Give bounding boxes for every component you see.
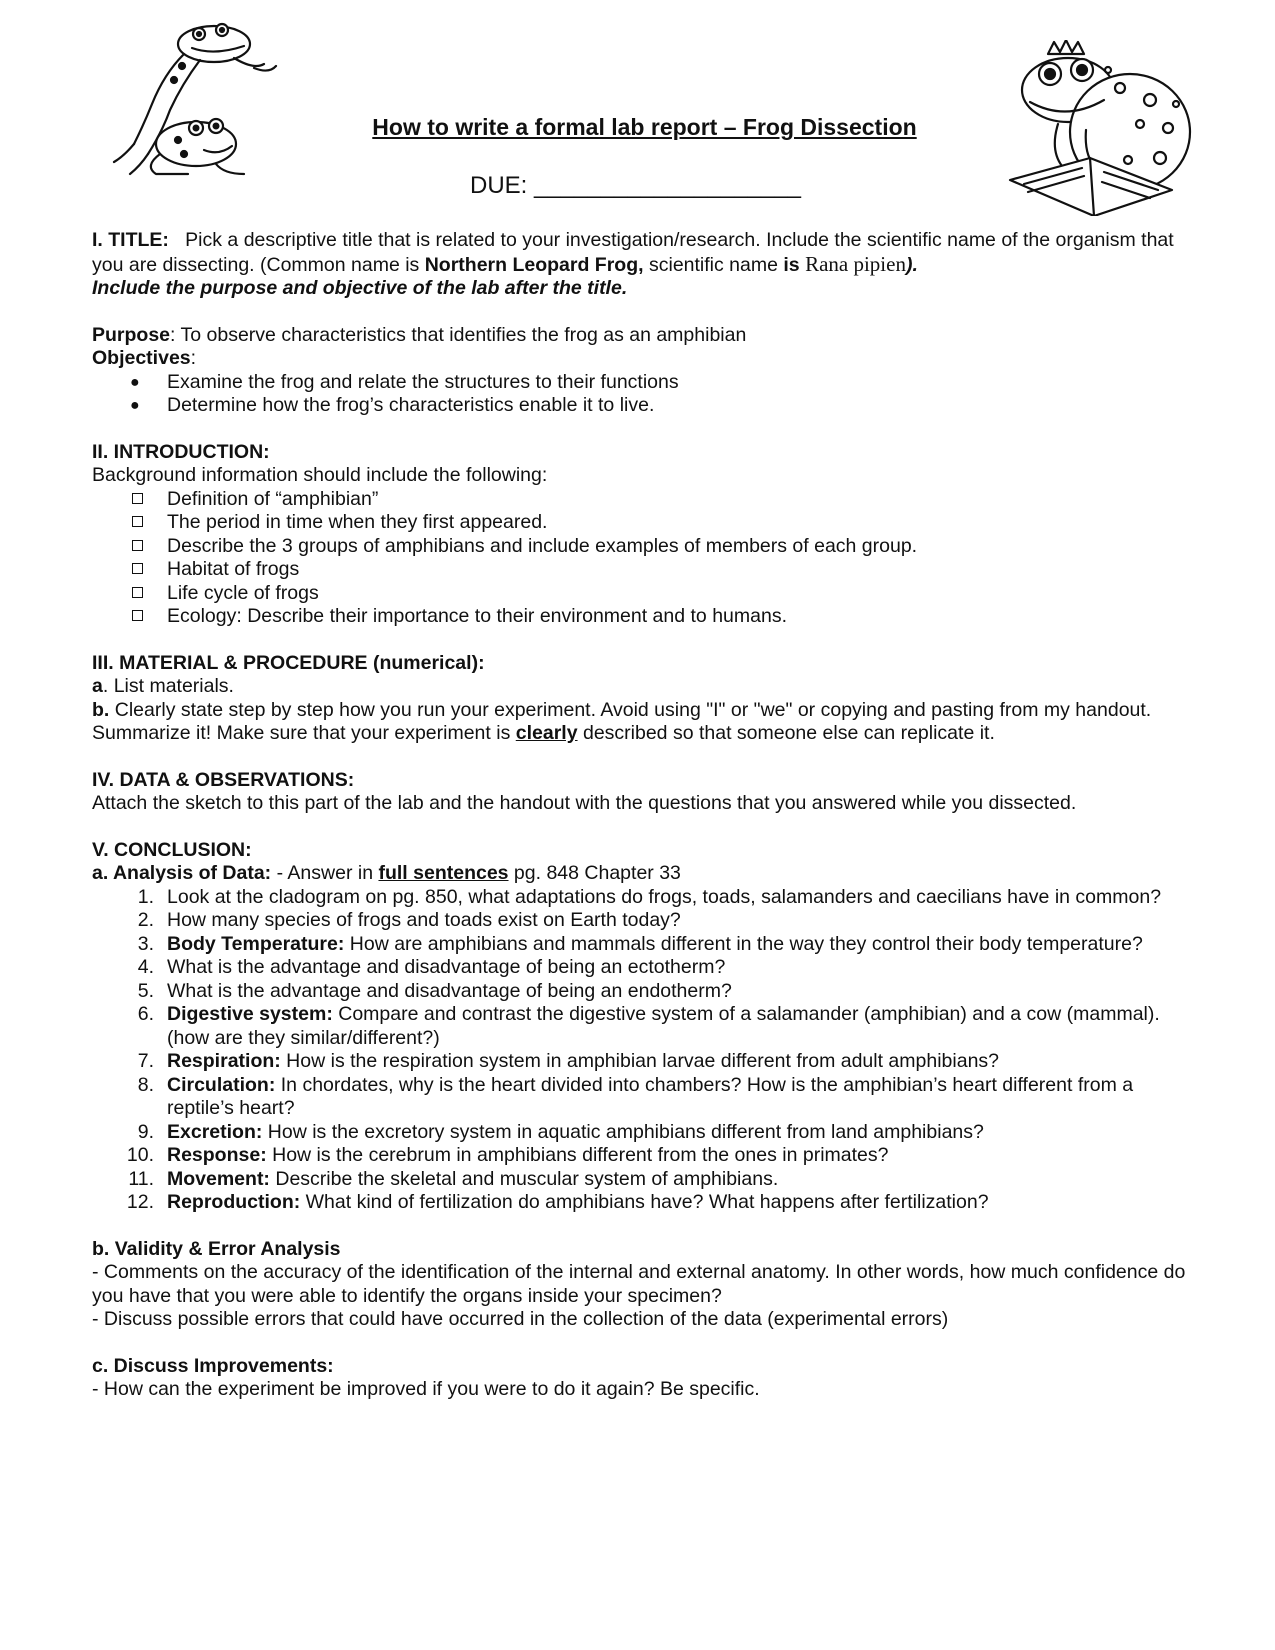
intro-checklist: [92, 488, 1202, 629]
checkbox-icon: [132, 610, 143, 621]
question-number: 11.: [128, 1167, 154, 1190]
purpose-label: Purpose: [92, 323, 171, 346]
analysis-line: [92, 862, 1202, 886]
question-number: 2.: [137, 909, 154, 931]
scientific-name: Rana pipien: [805, 251, 906, 276]
list-item: [92, 1168, 1202, 1192]
objective-text: Examine the frog and relate the structures to their functions: [167, 370, 679, 393]
question-label: Digestive system:: [167, 1003, 333, 1025]
question-label: Respiration:: [167, 1050, 281, 1072]
question-number: 8.: [137, 1073, 154, 1096]
question-label: Body Temperature:: [167, 932, 345, 955]
material-b-label: b.: [92, 698, 110, 721]
list-item: [92, 582, 1202, 606]
question-text: How is the excretory system in aquatic amphibians different from land amphibians?: [262, 1120, 984, 1143]
data-obs-heading: IV. DATA & OBSERVATIONS:: [92, 768, 355, 791]
question-text: What is the advantage and disadvantage of being an endotherm?: [167, 979, 732, 1002]
checklist-text: Definition of “amphibian”: [167, 487, 379, 510]
due-date-line: DUE: ____________________: [470, 172, 801, 199]
validity-heading: b. Validity & Error Analysis: [92, 1237, 341, 1260]
question-list: [92, 886, 1202, 1215]
list-item: [92, 1144, 1202, 1168]
page-title: How to write a formal lab report – Frog Dissection: [372, 114, 917, 140]
improvements-heading: c. Discuss Improvements:: [92, 1354, 334, 1377]
jumping-frogs-illustration: [104, 14, 284, 184]
list-item: [92, 371, 1202, 395]
question-number: 7.: [137, 1050, 154, 1072]
question-text: Look at the cladogram on pg. 850, what adaptations do frogs, toads, salamanders and caecilians have in common?: [167, 885, 1162, 908]
question-text: Compare and contrast the digestive system of a salamander (amphibian) and a cow (mammal). (how are they similar/different?): [167, 1003, 1160, 1049]
question-number: 10.: [126, 1144, 154, 1166]
question-text: How is the respiration system in amphibian larvae different from adult amphibians?: [280, 1050, 1000, 1072]
list-item: [92, 933, 1202, 957]
question-label: Reproduction:: [167, 1191, 301, 1213]
question-text: Describe the skeletal and muscular system of amphibians.: [269, 1167, 779, 1190]
full-sentences-word: full sentences: [378, 862, 509, 884]
validity-text: - Comments on the accuracy of the identification of the internal and external anatomy. In other words, how much confidence do you have that you were able to identify the organs inside your specimen?: [92, 1261, 1186, 1307]
intro-heading: II. INTRODUCTION:: [92, 440, 270, 463]
purpose-text: : To observe characteristics that identifies the frog as an amphibian: [170, 323, 747, 346]
list-item: [92, 511, 1202, 535]
analysis-text-2: pg. 848 Chapter 33: [508, 862, 681, 884]
purpose-line: [92, 324, 1202, 348]
question-label: Circulation:: [167, 1073, 276, 1096]
list-item: [92, 535, 1202, 559]
improvements-text: - How can the experiment be improved if you were to do it again? Be specific.: [92, 1378, 760, 1400]
list-item: [92, 394, 1202, 418]
list-item: [92, 1050, 1202, 1074]
validity-text-2: - Discuss possible errors that could have occurred in the collection of the data (experimental errors): [92, 1308, 949, 1330]
question-text: How are amphibians and mammals different in the way they control their body temperature?: [344, 932, 1143, 955]
objectives-label: Objectives: [92, 347, 191, 369]
material-b: [92, 699, 1202, 746]
list-item: [92, 1121, 1202, 1145]
title-section-text: Pick a descriptive title that is related to your investigation/research. Include the scientific name of the organism that you are dissecting. (Common name is: [92, 229, 1174, 276]
conclusion-heading: V. CONCLUSION:: [92, 838, 252, 861]
is-word: is: [783, 253, 800, 276]
title-section-paragraph: [92, 229, 1202, 277]
list-item: [92, 909, 1202, 933]
analysis-label: a. Analysis of Data:: [92, 862, 272, 884]
list-item: [92, 980, 1202, 1004]
common-name: Northern Leopard Frog,: [424, 253, 644, 276]
question-number: 5.: [137, 979, 154, 1002]
objectives-line: [92, 347, 1202, 371]
checkbox-icon: [132, 516, 143, 527]
list-item: [92, 605, 1202, 629]
checkbox-icon: [132, 540, 143, 551]
intro-lead: Background information should include the following:: [92, 464, 548, 486]
question-text: What kind of fertilization do amphibians have? What happens after fertilization?: [300, 1191, 989, 1213]
question-number: 3.: [137, 932, 154, 955]
material-a-label: a: [92, 675, 103, 697]
checkbox-icon: [132, 493, 143, 504]
material-a: [92, 675, 1202, 699]
checkbox-icon: [132, 587, 143, 598]
title-section-text-2: scientific name: [643, 253, 784, 276]
material-heading: III. MATERIAL & PROCEDURE (numerical):: [92, 651, 485, 674]
list-item: [92, 1003, 1202, 1050]
checklist-text: Habitat of frogs: [167, 558, 300, 580]
material-b-text-2: described so that someone else can replicate it.: [577, 722, 995, 744]
material-b-text: Clearly state step by step how you run your experiment. Avoid using "I" or "we" or copying and pasting from my handout. Summarize it! Make sure that your experiment is: [92, 698, 1152, 744]
bullet-icon: ●: [130, 397, 140, 414]
data-obs-text: Attach the sketch to this part of the lab and the handout with the questions that you answered while you dissected.: [92, 792, 1077, 814]
title-section-heading: I. TITLE:: [92, 229, 169, 251]
material-a-text: . List materials.: [102, 675, 234, 697]
objectives-colon: :: [190, 347, 197, 369]
objective-text: Determine how the frog’s characteristics enable it to live.: [167, 394, 655, 416]
title-instruction: Include the purpose and objective of the lab after the title.: [92, 277, 628, 299]
question-label: Response:: [167, 1144, 267, 1166]
list-item: [92, 558, 1202, 582]
question-number: 1.: [137, 885, 154, 908]
checklist-text: Life cycle of frogs: [167, 581, 319, 604]
question-number: 12.: [126, 1191, 154, 1213]
close-paren: ).: [905, 253, 918, 276]
question-number: 4.: [137, 956, 154, 978]
question-label: Movement:: [167, 1167, 270, 1190]
checkbox-icon: [132, 563, 143, 574]
clearly-word: clearly: [515, 722, 578, 744]
list-item: [92, 956, 1202, 980]
objectives-list: [92, 371, 1202, 418]
question-text: In chordates, why is the heart divided into chambers? How is the amphibian’s heart different from a reptile’s heart?: [167, 1073, 1134, 1119]
document-body: [92, 229, 1202, 1402]
checklist-text: Ecology: Describe their importance to their environment and to humans.: [167, 605, 787, 627]
list-item: [92, 488, 1202, 512]
question-text: What is the advantage and disadvantage of being an ectotherm?: [167, 956, 726, 978]
question-text: How many species of frogs and toads exist on Earth today?: [167, 909, 681, 931]
bullet-icon: ●: [130, 373, 140, 391]
question-number: 9.: [137, 1120, 154, 1143]
checklist-text: Describe the 3 groups of amphibians and include examples of members of each group.: [167, 534, 918, 557]
list-item: [92, 1074, 1202, 1121]
question-label: Excretion:: [167, 1120, 263, 1143]
checklist-text: The period in time when they first appeared.: [167, 511, 548, 533]
list-item: [92, 886, 1202, 910]
question-number: 6.: [137, 1003, 154, 1025]
analysis-text: - Answer in: [271, 862, 379, 884]
question-text: How is the cerebrum in amphibians different from the ones in primates?: [266, 1144, 889, 1166]
list-item: [92, 1191, 1202, 1215]
